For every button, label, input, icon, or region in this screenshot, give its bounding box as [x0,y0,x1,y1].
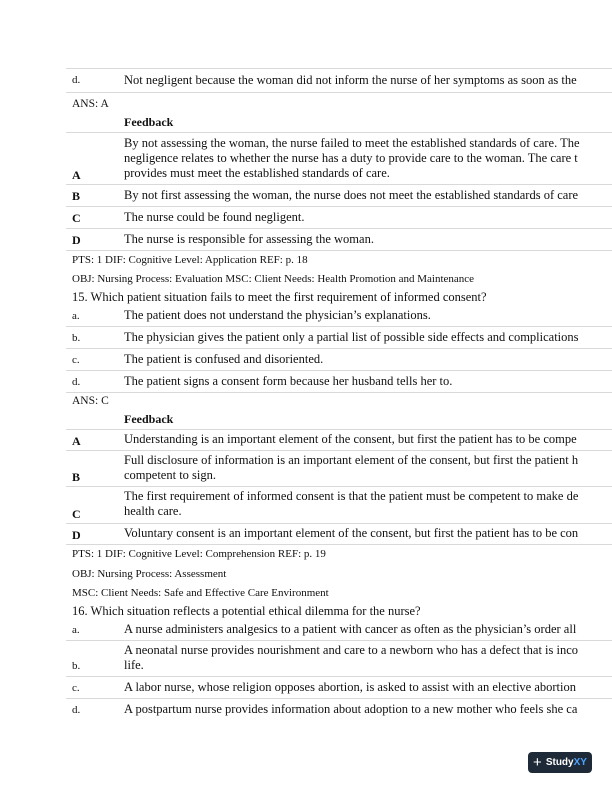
plus-icon: + [533,753,542,771]
feedback-header-row [66,112,612,133]
option-label: b. [72,332,81,344]
option-text: The patient signs a consent form because her husband tells her to. [124,374,453,388]
option-text: A postpartum nurse provides information about adoption to a new mother who feels she ca [124,702,578,716]
option-label: a. [72,310,80,322]
brand-prefix: Study [545,757,574,768]
answer-line: ANS: A [72,98,109,110]
option-label: a. [72,624,80,636]
option-row [66,305,612,327]
feedback-line: health care. [124,504,182,518]
option-text: The physician gives the patient only a partial list of possible side effects and complications [124,330,579,344]
feedback-row [66,229,612,251]
option-row [66,699,612,720]
option-text: A nurse administers analgesics to a patient with cancer as often as the physician’s order all [124,622,577,636]
question-text: 16. Which situation reflects a potential ethical dilemma for the nurse? [72,604,421,618]
feedback-line: negligence relates to whether the nurse has a duty to provide care to the woman. The care t [124,151,578,165]
option-text: The patient is confused and disoriented. [124,352,324,366]
question-meta: OBJ: Nursing Process: Evaluation MSC: Client Needs: Health Promotion and Maintenance [72,273,475,285]
feedback-row [66,430,612,451]
option-row [66,327,612,349]
question-meta: MSC: Client Needs: Safe and Effective Care Environment [72,587,329,599]
option-row [66,641,612,677]
option-label: d. [72,376,81,388]
feedback-letter: B [72,189,81,203]
feedback-line: Full disclosure of information is an important element of the consent, but first the patient h [124,453,579,467]
feedback-row [66,185,612,207]
feedback-line: provides must meet the established standards of care. [124,166,390,180]
option-label: d. [72,704,81,716]
feedback-letter: D [72,528,81,542]
option-text: life. [124,658,144,672]
feedback-line: The nurse could be found negligent. [124,210,305,224]
option-row [66,677,612,699]
option-label: b. [72,660,81,672]
studyxy-logo[interactable] [528,752,592,773]
option-row [66,619,612,641]
option-row [66,349,612,371]
divider [66,68,612,69]
feedback-letter: D [72,233,81,247]
option-row [66,70,612,93]
feedback-line: Voluntary consent is an important element of the consent, but first the patient has to be con [124,526,579,540]
feedback-line: By not assessing the woman, the nurse failed to meet the established standards of care. The [124,136,580,150]
feedback-line: The nurse is responsible for assessing the woman. [124,232,374,246]
feedback-line: Understanding is an important element of the consent, but first the patient has to be compe [124,432,577,446]
option-label: d. [72,74,81,86]
feedback-header: Feedback [124,115,174,129]
feedback-line: By not first assessing the woman, the nurse does not meet the established standards of care [124,188,579,202]
question-meta: PTS: 1 DIF: Cognitive Level: Application REF: p. 18 [72,254,308,266]
feedback-header-row [66,409,612,430]
question-meta: OBJ: Nursing Process: Assessment [72,568,227,580]
question-meta: PTS: 1 DIF: Cognitive Level: Comprehension REF: p. 19 [72,548,326,560]
feedback-letter: B [72,470,81,484]
feedback-row [66,451,612,487]
feedback-line: The first requirement of informed consent is that the patient must be competent to make de [124,489,579,503]
brand-suffix: XY [573,757,587,768]
feedback-letter: A [72,434,81,448]
option-text: A neonatal nurse provides nourishment and care to a newborn who has a defect that is inco [124,643,579,657]
feedback-row [66,133,612,185]
answer-line: ANS: C [72,395,109,407]
feedback-letter: C [72,507,81,521]
feedback-row [66,524,612,545]
feedback-letter: A [72,168,81,182]
brand-text [546,757,587,768]
feedback-row [66,207,612,229]
feedback-header: Feedback [124,412,174,426]
option-label: c. [72,682,80,694]
question-text: 15. Which patient situation fails to meet the first requirement of informed consent? [72,290,487,304]
option-label: c. [72,354,80,366]
feedback-letter: C [72,211,81,225]
option-text: A labor nurse, whose religion opposes abortion, is asked to assist with an elective abortion [124,680,576,694]
option-text: Not negligent because the woman did not inform the nurse of her symptoms as soon as the [124,73,577,87]
option-text: The patient does not understand the physician’s explanations. [124,308,431,322]
feedback-line: competent to sign. [124,468,216,482]
feedback-row [66,487,612,524]
option-row [66,371,612,393]
